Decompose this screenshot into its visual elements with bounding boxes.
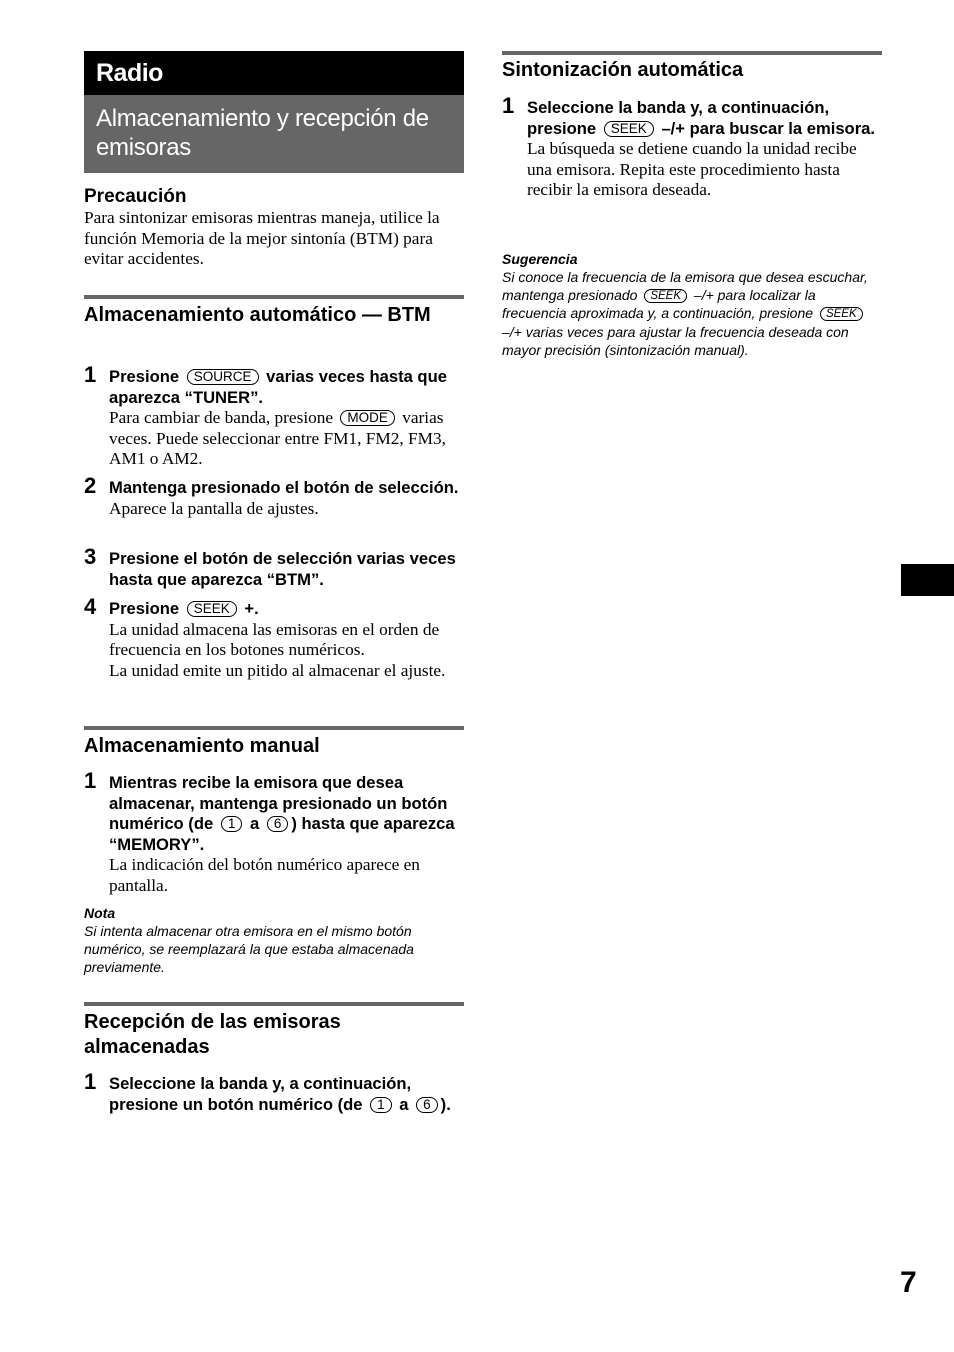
- btm-step-4: [84, 594, 464, 681]
- tip-text-part: –/+ para localizar la frecuencia aproximada y, a continuación, presione: [502, 287, 816, 322]
- page-number: 7: [900, 1266, 917, 1299]
- number-key-1: 1: [370, 1097, 392, 1113]
- step-title-text: Mientras recibe la emisora que desea almacenar, mantenga presionado un botón numérico (de: [109, 773, 448, 833]
- btm-step-1: [84, 362, 464, 470]
- tip-text-part: Si conoce la frecuencia de la emisora que desea escuchar, mantenga presionado: [502, 269, 868, 304]
- seek-key: SEEK: [604, 121, 654, 137]
- step-description: La indicación del botón numérico aparece en pantalla.: [109, 855, 420, 895]
- step-title-text: Seleccione la banda y, a continuación, presione: [527, 98, 830, 138]
- btm-section-title: Almacenamiento automático — BTM: [84, 304, 431, 326]
- number-key-1: 1: [221, 816, 243, 832]
- tip-block: [502, 251, 882, 359]
- step-title: Mantenga presionado el botón de selección.: [109, 478, 459, 497]
- step-title-text: Presione: [109, 599, 180, 618]
- tip-text: [502, 268, 882, 359]
- seek-key: SEEK: [187, 601, 237, 617]
- step-number: 1: [502, 93, 515, 118]
- step-description-text: varias veces. Puede seleccionar entre FM1, FM2, FM3, AM1 o AM2.: [109, 408, 446, 468]
- step-number: 1: [84, 1069, 97, 1094]
- chapter-banner: Radio: [84, 51, 464, 95]
- step-title-text: ).: [440, 1094, 451, 1114]
- precaution-block: [84, 186, 464, 270]
- step-title: [109, 773, 464, 855]
- btm-step-3: [84, 544, 464, 590]
- step-description: La unidad almacena las emisoras en el orden de frecuencia en los botones numéricos.: [109, 619, 440, 659]
- seek-key: SEEK: [644, 289, 687, 303]
- section-rule-recall: [84, 1002, 464, 1006]
- source-key: SOURCE: [187, 369, 259, 385]
- step-title-text: varias veces hasta que aparezca “TUNER”.: [109, 367, 447, 407]
- step-title: [527, 98, 882, 139]
- step-number: 1: [84, 362, 97, 387]
- seek-key: SEEK: [820, 307, 863, 321]
- step-title-text: –/+ para buscar la emisora.: [661, 118, 875, 138]
- step-number: 2: [84, 473, 97, 498]
- section-rule-btm: [84, 295, 464, 299]
- mode-key: MODE: [340, 410, 395, 426]
- step-title-text: a: [399, 1094, 409, 1114]
- step-title-text: +.: [244, 599, 259, 618]
- tip-text-part: –/+ varias veces para ajustar la frecuencia deseada con mayor precisión (sintonización manual).: [502, 323, 849, 358]
- step-title-text: ) hasta que aparezca “MEMORY”.: [109, 814, 455, 854]
- btm-step-2: [84, 473, 464, 519]
- step-title: Presione el botón de selección varias veces hasta que aparezca “BTM”.: [109, 549, 456, 589]
- section-rule-auto: [502, 51, 882, 55]
- recall-step-1: [84, 1069, 464, 1115]
- step-description: [109, 408, 464, 470]
- step-title: [109, 599, 464, 620]
- note-block: [84, 905, 464, 977]
- auto-step-1: [502, 93, 882, 201]
- precaution-text: Para sintonizar emisoras mientras maneja, utilice la función Memoria de la mejor sintonía (BTM) para evitar accidentes.: [84, 208, 440, 268]
- number-key-6: 6: [416, 1097, 438, 1113]
- section-tab-marker: [901, 564, 954, 596]
- step-title: [109, 367, 464, 408]
- manual-step-1: [84, 768, 464, 896]
- step-description-text: Para cambiar de banda, presione: [109, 408, 334, 427]
- step-title-text: Seleccione la banda y, a continuación, presione un botón numérico (de: [109, 1074, 412, 1114]
- tip-title: Sugerencia: [502, 251, 578, 267]
- step-title-text: a: [249, 814, 260, 833]
- note-title: Nota: [84, 905, 116, 921]
- section-banner: Almacenamiento y recepción de emisoras: [84, 95, 464, 173]
- note-text: Si intenta almacenar otra emisora en el mismo botón numérico, se reemplazará la que estaba almacenada previamente.: [84, 923, 414, 976]
- precaution-title: Precaución: [84, 186, 187, 207]
- manual-section-title: Almacenamiento manual: [84, 735, 320, 757]
- step-number: 3: [84, 544, 97, 569]
- step-title-text: Presione: [109, 367, 180, 386]
- step-description: La unidad emite un pitido al almacenar el ajuste.: [109, 660, 446, 680]
- number-key-6: 6: [267, 816, 289, 832]
- recall-section-title: Recepción de las emisoras almacenadas: [84, 1011, 341, 1058]
- step-number: 1: [84, 768, 97, 793]
- step-description: Aparece la pantalla de ajustes.: [109, 498, 319, 518]
- section-rule-manual: [84, 726, 464, 730]
- step-description: La búsqueda se detiene cuando la unidad recibe una emisora. Repita este procedimiento hasta recibir la emisora deseada.: [527, 139, 857, 199]
- step-number: 4: [84, 594, 97, 619]
- auto-section-title: Sintonización automática: [502, 59, 744, 81]
- step-title: [109, 1074, 464, 1115]
